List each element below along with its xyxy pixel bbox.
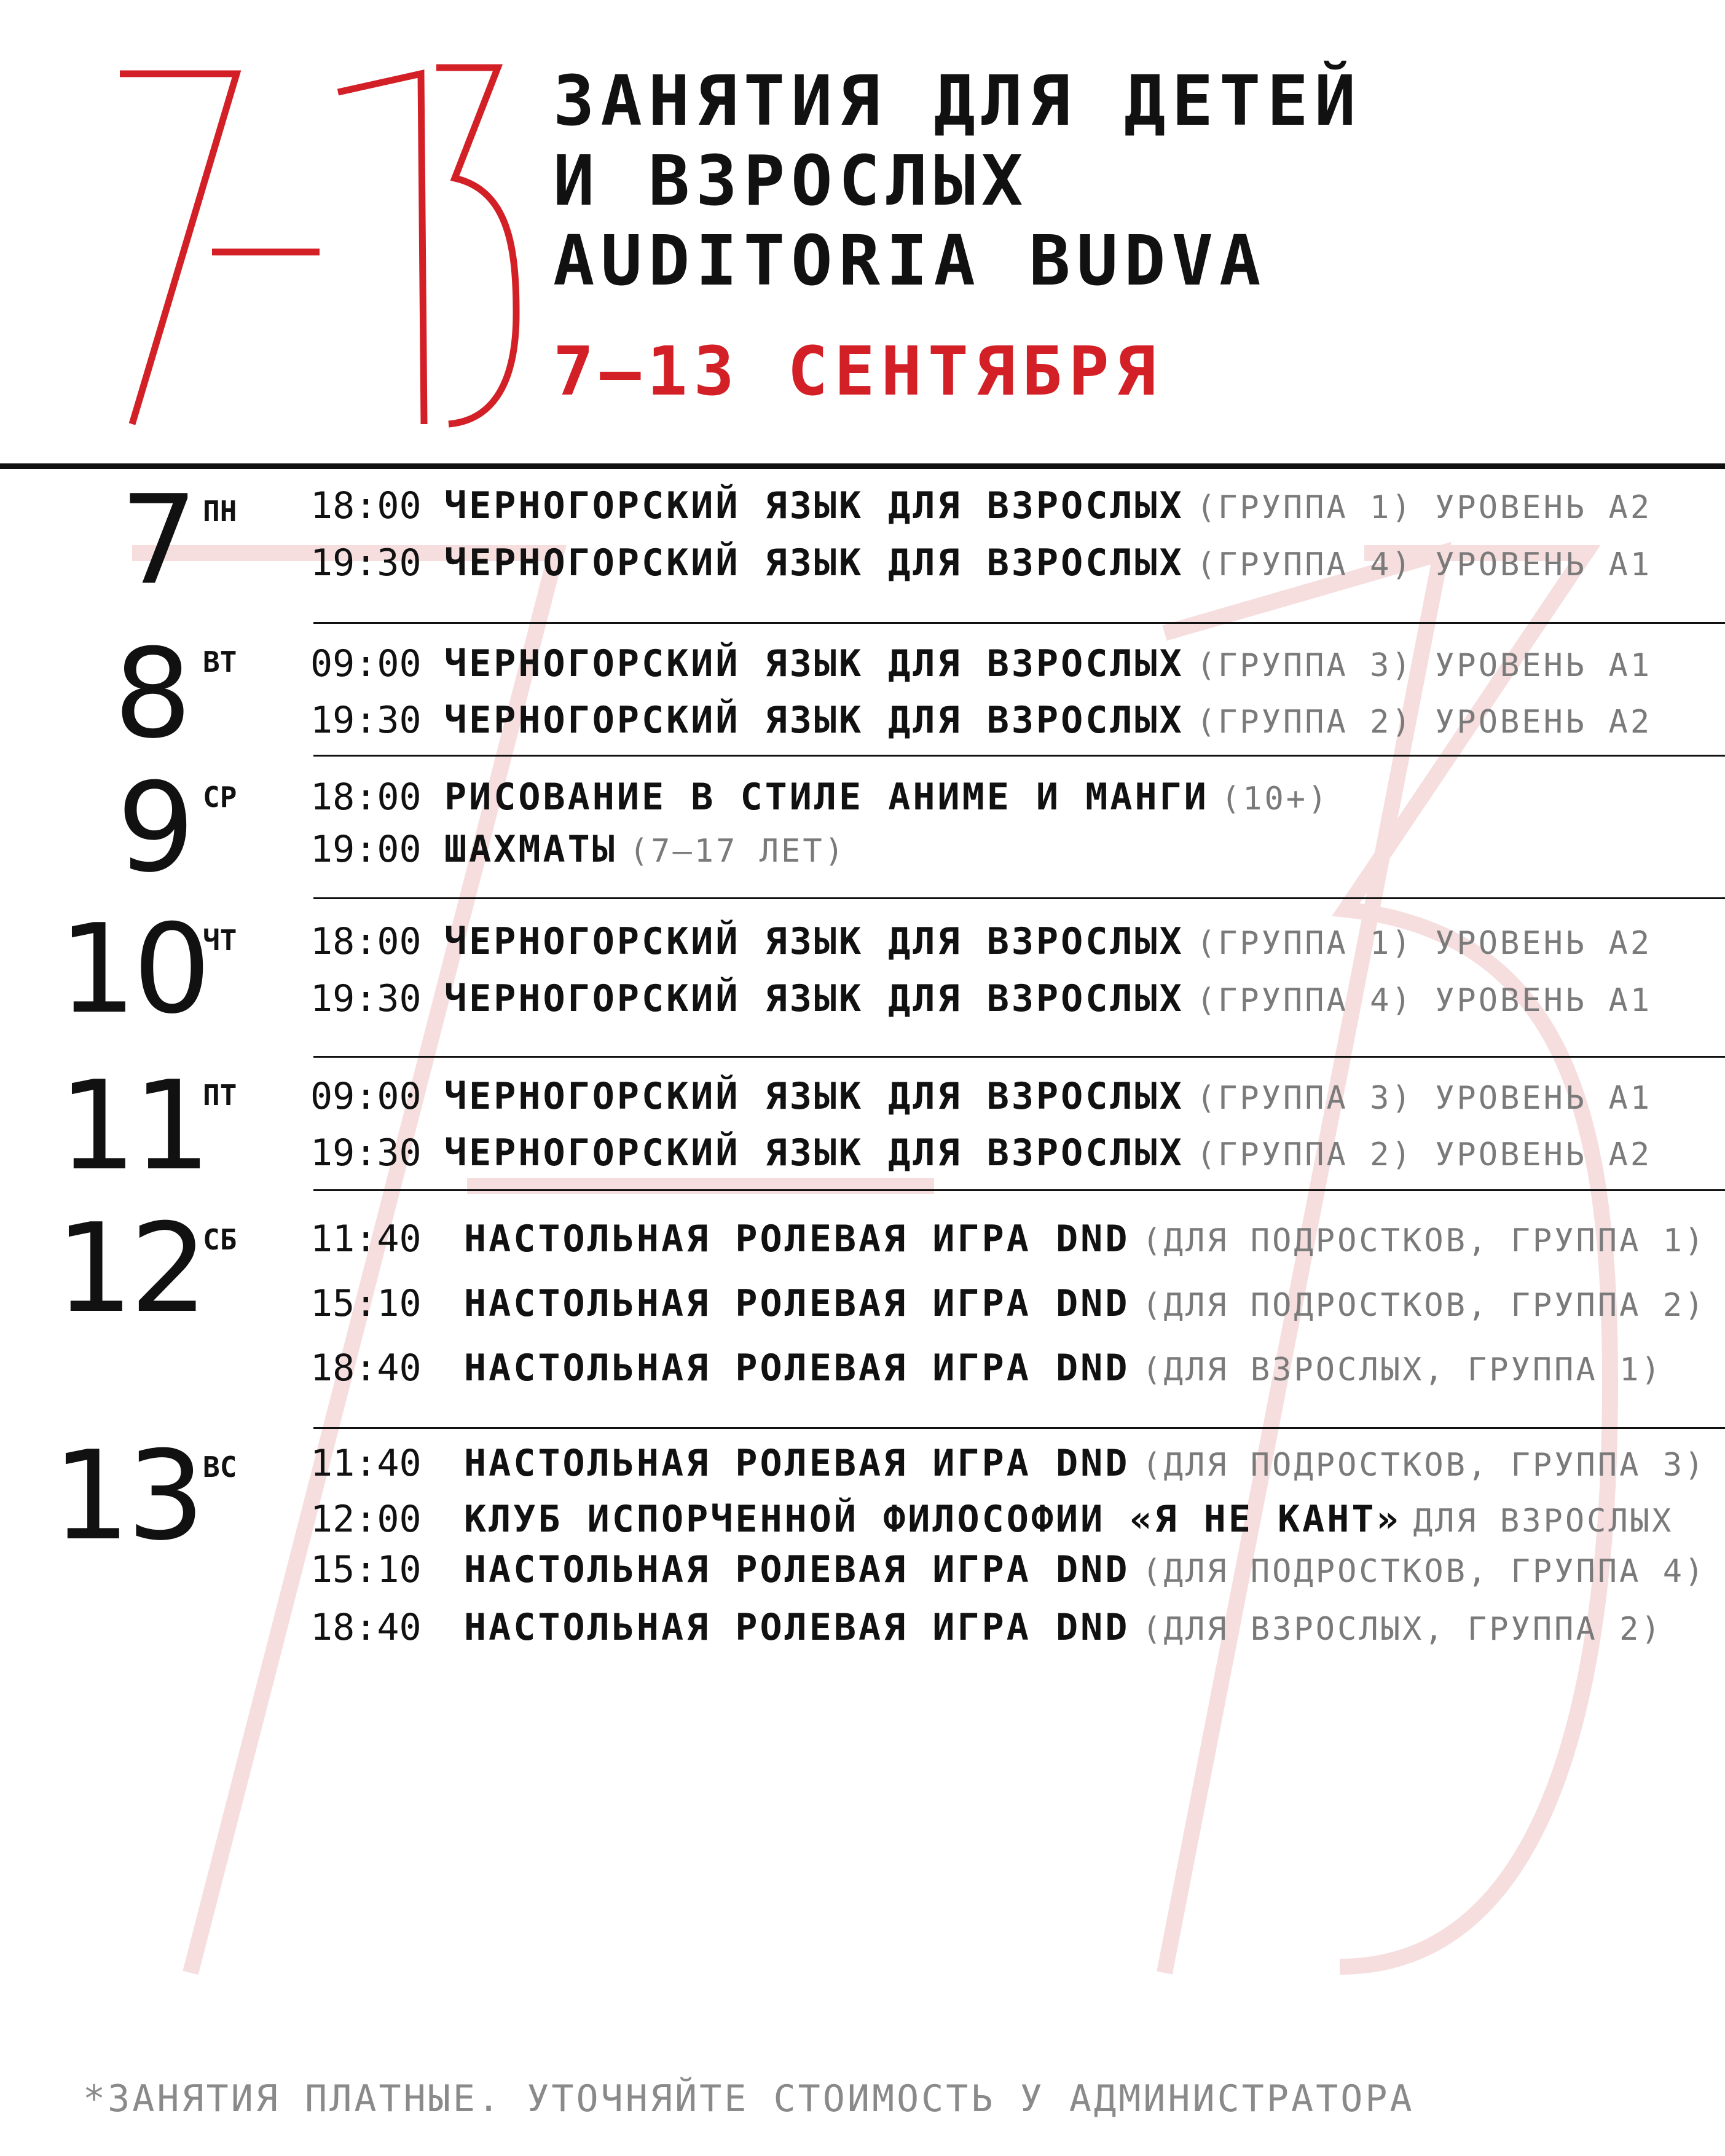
event-time: 18:40 (310, 1606, 422, 1649)
weekday-label: СБ (203, 1223, 237, 1256)
event-time: 12:00 (310, 1498, 422, 1541)
day-divider (313, 1189, 1725, 1191)
schedule-row (310, 698, 1652, 744)
title-line-3: AUDITORIA BUDVA (553, 221, 1267, 301)
event-note: (ГРУППА 1) УРОВЕНЬ А2 (1196, 489, 1652, 526)
event-time: 18:00 (310, 920, 422, 963)
schedule-row (310, 1605, 1663, 1651)
title-line-2: И ВЗРОСЛЫХ (553, 141, 1029, 221)
event-note: (ГРУППА 4) УРОВЕНЬ А1 (1196, 982, 1652, 1019)
schedule-row (310, 919, 1652, 966)
day-divider (313, 897, 1725, 899)
event-name: НАСТОЛЬНАЯ РОЛЕВАЯ ИГРА DND (464, 1442, 1130, 1485)
schedule-row (310, 1548, 1706, 1594)
event-time: 09:00 (310, 1075, 422, 1118)
weekday-label: ВС (203, 1450, 237, 1484)
day-divider (313, 622, 1725, 624)
event-time: 15:10 (310, 1548, 422, 1591)
event-note: (ДЛЯ ПОДРОСТКОВ, ГРУППА 2) (1142, 1287, 1707, 1324)
event-note: (ГРУППА 1) УРОВЕНЬ А2 (1196, 925, 1652, 962)
day-number: 13 (52, 1425, 202, 1568)
schedule-row (310, 1346, 1663, 1392)
schedule-row (310, 827, 846, 873)
event-note: (ГРУППА 3) УРОВЕНЬ А1 (1196, 647, 1652, 684)
event-note: (ДЛЯ ПОДРОСТКОВ, ГРУППА 3) (1142, 1447, 1707, 1484)
event-name: КЛУБ ИСПОРЧЕННОЙ ФИЛОСОФИИ «Я НЕ КАНТ» (464, 1498, 1401, 1541)
event-note: (ДЛЯ ПОДРОСТКОВ, ГРУППА 4) (1142, 1553, 1707, 1590)
event-note: (ГРУППА 4) УРОВЕНЬ А1 (1196, 546, 1652, 583)
day-number: 8 (114, 623, 189, 766)
schedule-row (310, 484, 1652, 530)
day-number: 11 (58, 1055, 208, 1198)
event-name: ЧЕРНОГОРСКИЙ ЯЗЫК ДЛЯ ВЗРОСЛЫХ (444, 699, 1184, 742)
weekday-label: ПТ (203, 1079, 237, 1112)
event-name: РИСОВАНИЕ В СТИЛЕ АНИМЕ И МАНГИ (444, 776, 1209, 819)
schedule-row (310, 1131, 1652, 1177)
event-time: 18:40 (310, 1347, 422, 1390)
event-name: НАСТОЛЬНАЯ РОЛЕВАЯ ИГРА DND (464, 1282, 1130, 1325)
event-name: ЧЕРНОГОРСКИЙ ЯЗЫК ДЛЯ ВЗРОСЛЫХ (444, 1131, 1184, 1174)
day-divider (313, 755, 1725, 757)
day-number: 7 (120, 469, 195, 612)
schedule-row (310, 642, 1652, 688)
event-time: 09:00 (310, 642, 422, 685)
event-note: (ГРУППА 2) УРОВЕНЬ А2 (1196, 704, 1652, 741)
event-time: 19:30 (310, 977, 422, 1020)
event-name: ЧЕРНОГОРСКИЙ ЯЗЫК ДЛЯ ВЗРОСЛЫХ (444, 642, 1184, 685)
day-number: 9 (117, 757, 192, 900)
event-time: 19:30 (310, 699, 422, 742)
top-divider (0, 463, 1725, 469)
weekday-label: ЧТ (203, 924, 237, 957)
day-number: 10 (58, 898, 208, 1041)
event-name: НАСТОЛЬНАЯ РОЛЕВАЯ ИГРА DND (464, 1548, 1130, 1591)
header-red-numeral (104, 49, 522, 443)
event-time: 19:00 (310, 828, 422, 871)
event-name: ЧЕРНОГОРСКИЙ ЯЗЫК ДЛЯ ВЗРОСЛЫХ (444, 1075, 1184, 1118)
day-number: 12 (55, 1197, 205, 1340)
event-time: 18:00 (310, 776, 422, 819)
schedule-row (310, 1074, 1652, 1120)
schedule-row (310, 1281, 1706, 1328)
title-line-1: ЗАНЯТИЯ ДЛЯ ДЕТЕЙ (553, 61, 1362, 141)
weekday-label: ПН (203, 495, 237, 528)
event-name: ЧЕРНОГОРСКИЙ ЯЗЫК ДЛЯ ВЗРОСЛЫХ (444, 920, 1184, 963)
event-time: 15:10 (310, 1282, 422, 1325)
date-range: 7—13 СЕНТЯБРЯ (553, 332, 1162, 411)
event-note: (ДЛЯ ВЗРОСЛЫХ, ГРУППА 1) (1142, 1351, 1663, 1388)
event-name: НАСТОЛЬНАЯ РОЛЕВАЯ ИГРА DND (464, 1218, 1130, 1261)
event-note: ДЛЯ ВЗРОСЛЫХ (1413, 1503, 1674, 1540)
event-time: 11:40 (310, 1442, 422, 1485)
event-note: (ГРУППА 3) УРОВЕНЬ А1 (1196, 1080, 1652, 1117)
event-name: НАСТОЛЬНАЯ РОЛЕВАЯ ИГРА DND (464, 1347, 1130, 1390)
footer-note: *ЗАНЯТИЯ ПЛАТНЫЕ. УТОЧНЯЙТЕ СТОИМОСТЬ У АДМИНИСТРАТОРА (83, 2077, 1415, 2120)
event-note: (10+) (1220, 781, 1330, 817)
event-name: ЧЕРНОГОРСКИЙ ЯЗЫК ДЛЯ ВЗРОСЛЫХ (444, 541, 1184, 584)
event-note: (7—17 ЛЕТ) (629, 833, 846, 870)
event-time: 19:30 (310, 541, 422, 584)
event-name: ЧЕРНОГОРСКИЙ ЯЗЫК ДЛЯ ВЗРОСЛЫХ (444, 977, 1184, 1020)
event-time: 11:40 (310, 1218, 422, 1261)
event-note: (ДЛЯ ПОДРОСТКОВ, ГРУППА 1) (1142, 1222, 1707, 1259)
event-note: (ГРУППА 2) УРОВЕНЬ А2 (1196, 1136, 1652, 1173)
event-note: (ДЛЯ ВЗРОСЛЫХ, ГРУППА 2) (1142, 1611, 1663, 1648)
schedule-row (310, 1217, 1706, 1263)
event-time: 18:00 (310, 484, 422, 527)
event-time: 19:30 (310, 1131, 422, 1174)
schedule-row (310, 541, 1652, 587)
event-name: ШАХМАТЫ (444, 828, 617, 871)
page-title (553, 61, 1362, 301)
schedule-row (310, 977, 1652, 1023)
weekday-label: СР (203, 781, 237, 814)
event-name: ЧЕРНОГОРСКИЙ ЯЗЫК ДЛЯ ВЗРОСЛЫХ (444, 484, 1184, 527)
schedule-row (310, 1441, 1706, 1487)
schedule-row (310, 1497, 1673, 1543)
event-name: НАСТОЛЬНАЯ РОЛЕВАЯ ИГРА DND (464, 1606, 1130, 1649)
day-divider (313, 1427, 1725, 1429)
day-divider (313, 1056, 1725, 1058)
weekday-label: ВТ (203, 645, 237, 679)
schedule-row (310, 775, 1329, 821)
